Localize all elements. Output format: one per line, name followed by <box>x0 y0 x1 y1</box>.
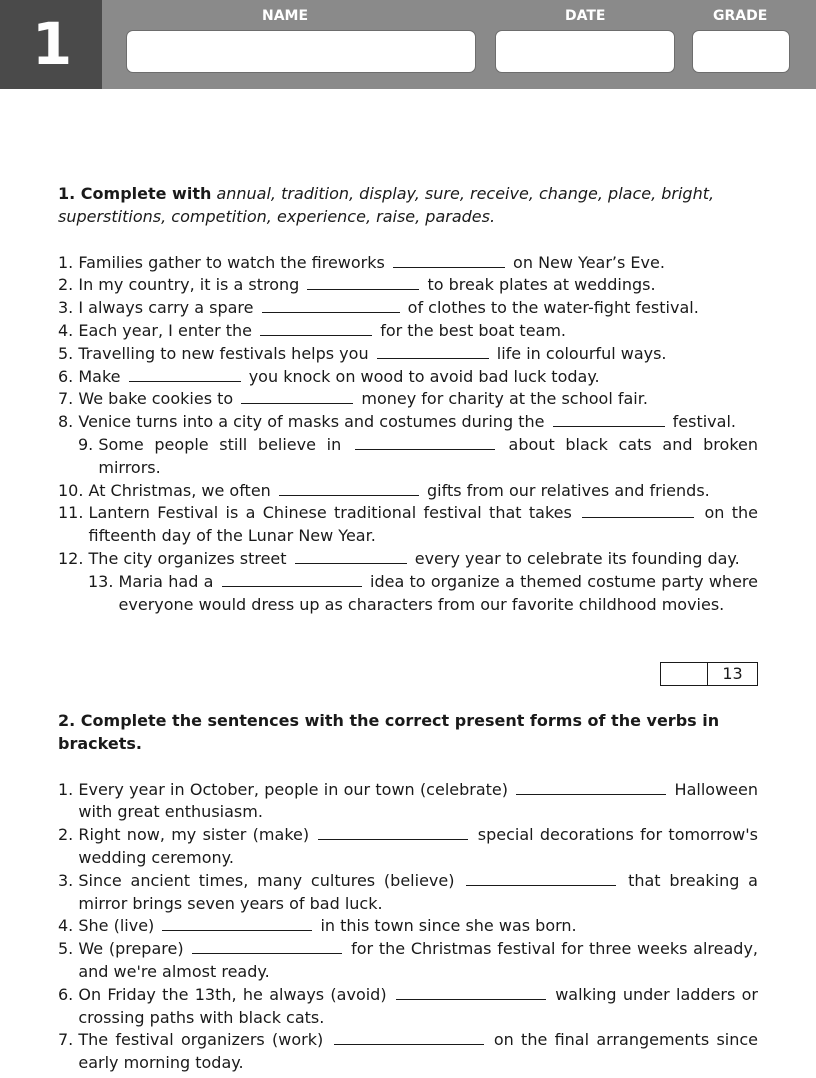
score-input[interactable] <box>661 663 708 685</box>
list-item <box>58 548 758 571</box>
item-number: 7. <box>58 1030 79 1050</box>
list-item <box>58 480 758 503</box>
list-item <box>58 297 758 320</box>
item-number: 2. <box>58 825 79 845</box>
item-text: Venice turns into a city of masks and costumes during the festival. <box>78 412 736 432</box>
item-text: In my country, it is a strong to break plates at weddings. <box>78 275 656 295</box>
item-number: 12. <box>58 548 89 568</box>
item-text: Families gather to watch the fireworks on New Year’s Eve. <box>78 252 665 272</box>
answer-blank[interactable] <box>295 549 407 564</box>
answer-blank[interactable] <box>260 321 372 336</box>
item-text: She (live) in this town since she was born. <box>78 916 577 936</box>
answer-blank[interactable] <box>377 344 489 359</box>
answer-blank[interactable] <box>466 871 616 886</box>
list-item <box>58 824 758 870</box>
list-item <box>58 938 758 984</box>
item-text: Right now, my sister (make) special decorations for tomorrow's wedding ceremony. <box>78 825 759 867</box>
item-number: 5. <box>58 343 79 363</box>
answer-blank[interactable] <box>162 916 312 931</box>
list-item <box>58 320 758 343</box>
item-text: Travelling to new festivals helps you life in colourful ways. <box>78 343 667 363</box>
name-field[interactable] <box>126 30 476 73</box>
answer-blank[interactable] <box>279 481 419 496</box>
answer-blank[interactable] <box>318 825 468 840</box>
item-text: We (prepare) for the Christmas festival for three weeks already, and we're almost ready. <box>78 939 758 981</box>
item-number: 1. <box>58 779 79 799</box>
item-number: 8. <box>58 412 79 432</box>
exercise-1-list <box>58 252 758 617</box>
worksheet-header <box>0 0 816 89</box>
list-item <box>58 502 758 548</box>
item-number: 10. <box>58 480 89 500</box>
item-text: Lantern Festival is a Chinese traditional festival that takes on the fifteenth day of the Lunar New Year. <box>88 503 758 546</box>
list-item <box>58 779 758 825</box>
item-number: 6. <box>58 984 79 1004</box>
item-text: Maria had a idea to organize a themed costume party where everyone would dress up as characters from our favorite childhood movies. <box>118 571 758 614</box>
item-number: 13. <box>88 571 119 591</box>
date-field[interactable] <box>495 30 675 73</box>
list-item <box>58 252 758 275</box>
item-number: 11. <box>58 503 89 523</box>
list-item <box>58 984 758 1030</box>
answer-blank[interactable] <box>129 367 241 382</box>
item-number: 5. <box>58 939 79 959</box>
exercise-2-list <box>58 779 758 1075</box>
list-item <box>58 870 758 916</box>
unit-number: 1 <box>0 0 102 89</box>
item-text: Make you knock on wood to avoid bad luck today. <box>78 366 600 386</box>
item-text: On Friday the 13th, he always (avoid) walking under ladders or crossing paths with black cats. <box>78 984 759 1027</box>
item-number: 3. <box>58 298 79 318</box>
item-number: 1. <box>58 252 79 272</box>
score-box <box>660 662 758 686</box>
exercise-2 <box>58 710 758 1075</box>
list-item <box>58 388 758 411</box>
answer-blank[interactable] <box>516 780 666 795</box>
answer-blank[interactable] <box>334 1030 484 1045</box>
exercise-1-instruction: 1. Complete with annual, tradition, display, sure, receive, change, place, bright, superstitions, competition, experience, raise, parades. <box>58 184 715 226</box>
list-item <box>58 343 758 366</box>
answer-blank[interactable] <box>307 275 419 290</box>
item-text: The city organizes street every year to celebrate its founding day. <box>88 548 740 568</box>
answer-blank[interactable] <box>582 503 694 518</box>
list-item <box>58 366 758 389</box>
list-item <box>58 915 758 938</box>
item-text: Every year in October, people in our town (celebrate) Halloween with great enthusiasm. <box>78 779 758 822</box>
exercise-2-instruction: 2. Complete the sentences with the correct present forms of the verbs in brackets. <box>58 711 720 753</box>
answer-blank[interactable] <box>553 412 665 427</box>
date-label: DATE <box>565 8 606 24</box>
item-text: I always carry a spare of clothes to the water-fight festival. <box>78 298 699 318</box>
item-number: 4. <box>58 320 79 340</box>
score-total: 13 <box>722 664 743 683</box>
answer-blank[interactable] <box>393 253 505 268</box>
name-label: NAME <box>262 8 309 24</box>
item-text: Some people still believe in about black cats and broken mirrors. <box>98 434 758 477</box>
grade-label: GRADE <box>713 8 768 24</box>
item-number: 4. <box>58 916 79 936</box>
list-item <box>58 411 758 434</box>
item-number: 7. <box>58 389 79 409</box>
item-text: At Christmas, we often gifts from our relatives and friends. <box>88 480 710 500</box>
item-number: 2. <box>58 275 79 295</box>
answer-blank[interactable] <box>396 985 546 1000</box>
item-text: Each year, I enter the for the best boat team. <box>78 320 567 340</box>
answer-blank[interactable] <box>355 435 495 450</box>
list-item <box>58 1029 758 1075</box>
list-item <box>58 571 758 617</box>
item-text: The festival organizers (work) on the final arrangements since early morning today. <box>78 1030 759 1073</box>
item-text: We bake cookies to money for charity at the school fair. <box>78 389 648 409</box>
grade-field[interactable] <box>692 30 790 73</box>
answer-blank[interactable] <box>241 389 353 404</box>
item-number: 3. <box>58 870 79 890</box>
item-text: Since ancient times, many cultures (believe) that breaking a mirror brings seven years of bad luck. <box>78 870 758 913</box>
exercise-1 <box>58 183 758 616</box>
list-item <box>58 434 758 480</box>
list-item <box>58 274 758 297</box>
item-number: 9. <box>78 434 99 454</box>
answer-blank[interactable] <box>192 939 342 954</box>
answer-blank[interactable] <box>262 298 400 313</box>
answer-blank[interactable] <box>222 572 362 587</box>
item-number: 6. <box>58 366 79 386</box>
